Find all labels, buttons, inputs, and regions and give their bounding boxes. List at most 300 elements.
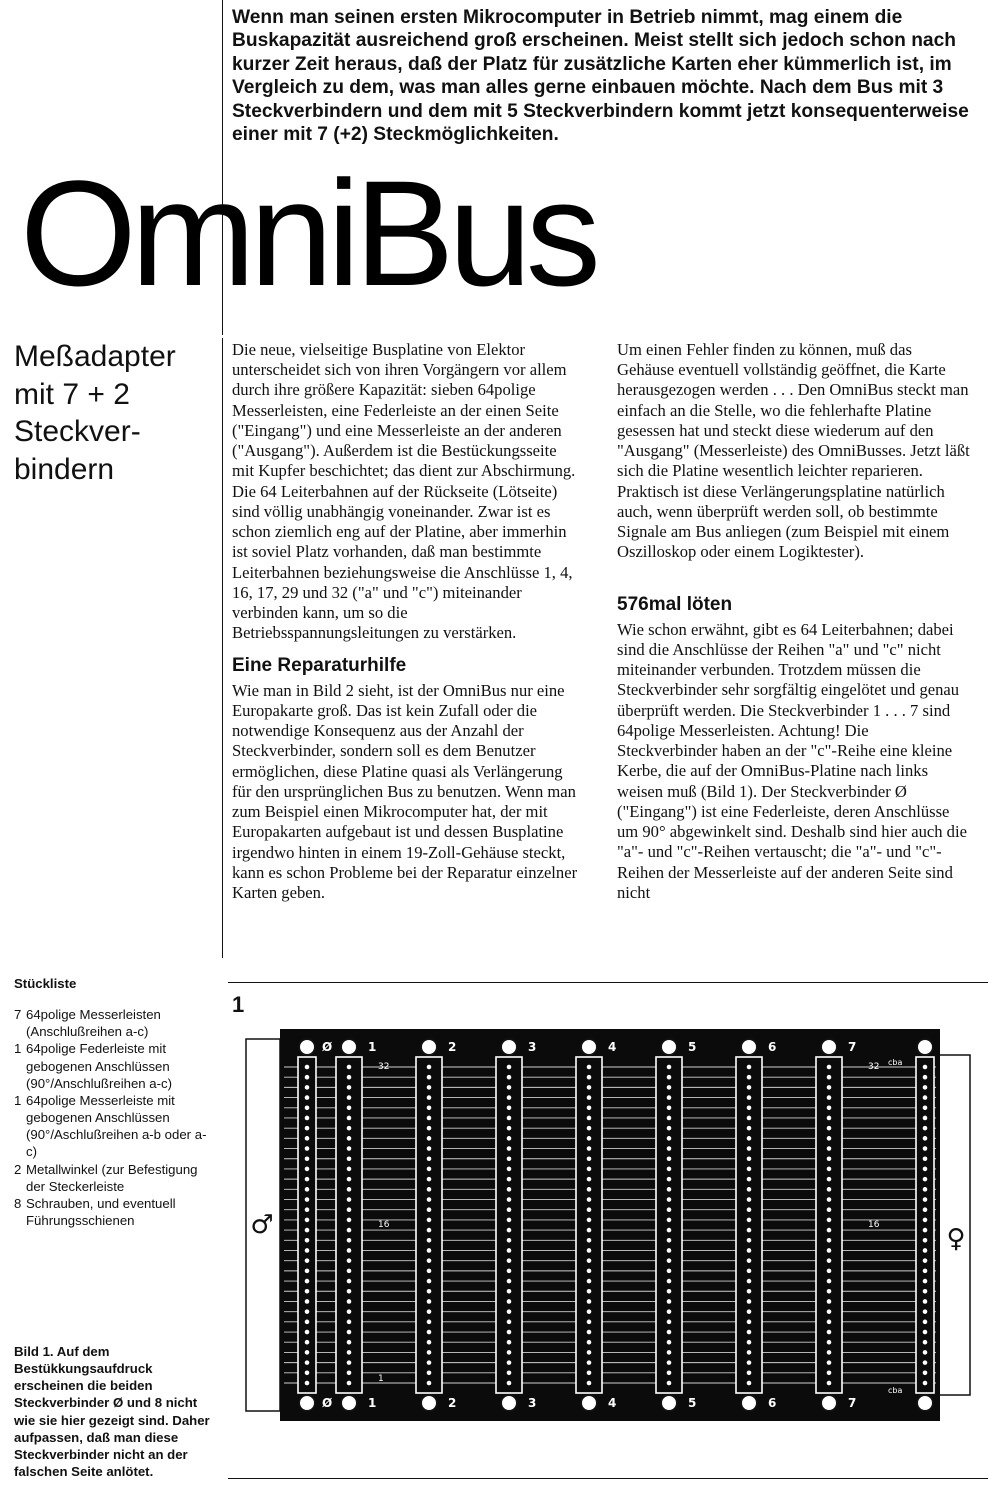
- connector-pin: [587, 1330, 592, 1335]
- connector-pin: [747, 1095, 752, 1100]
- connector-label: 3: [528, 1040, 537, 1054]
- connector-pin: [923, 1279, 928, 1284]
- connector-pin: [667, 1156, 672, 1161]
- connector-pin: [427, 1085, 432, 1090]
- connector-pin: [347, 1218, 352, 1223]
- pin-label-32: 32: [868, 1062, 880, 1072]
- male-symbol: ♂: [250, 1210, 274, 1240]
- page-title: OmniBus: [20, 149, 595, 317]
- connector-pin: [587, 1218, 592, 1223]
- connector-pin: [427, 1228, 432, 1233]
- connector-pin: [507, 1085, 512, 1090]
- section-heading: 576mal löten: [617, 593, 733, 615]
- article-column-right: [617, 340, 972, 913]
- connector-pin: [507, 1309, 512, 1314]
- connector-pin: [305, 1299, 310, 1304]
- connector-pin: [667, 1177, 672, 1182]
- connector-pin: [923, 1289, 928, 1294]
- connector-pin: [667, 1197, 672, 1202]
- connector-label: 1: [368, 1040, 377, 1054]
- connector-pin: [827, 1095, 832, 1100]
- parts-list-header: Stückliste: [14, 976, 77, 991]
- connector-pin: [667, 1095, 672, 1100]
- connector-pin: [305, 1320, 310, 1325]
- connector-pin: [587, 1105, 592, 1110]
- connector-pin: [747, 1207, 752, 1212]
- connector-pin: [305, 1248, 310, 1253]
- connector-label: 2: [448, 1396, 457, 1410]
- connector-pin: [347, 1299, 352, 1304]
- connector-pin: [347, 1258, 352, 1263]
- connector-pin: [305, 1105, 310, 1110]
- connector-pin: [827, 1126, 832, 1131]
- connector-label: 4: [608, 1396, 617, 1410]
- connector-pin: [827, 1156, 832, 1161]
- connector-pin: [427, 1187, 432, 1192]
- section-heading: Eine Reparaturhilfe: [232, 654, 407, 676]
- paragraph: Um einen Fehler finden zu können, muß das Gehäuse eventuell vollständig geöffnet, die Karte herausgezogen werden . . . Den OmniBus steckt man einfach an die Stelle, wo die fehlerhafte Platine gesessen hat und steckt diese wiederum auf den "Ausgang" (Messerleiste) des OmniBusses. Jetzt läßt sich die Platine wesentlich leichter reparieren. Praktisch ist diese Verlängerungsplatine natürlich auch, wenn überprüft werden soll, ob bestimmte Signale am Bus anliegen (zum Beispiel mit einem Oszilloskop oder einem Logiktester).: [617, 340, 970, 562]
- connector-pin: [747, 1320, 752, 1325]
- connector-pin: [427, 1289, 432, 1294]
- connector-pin: [427, 1156, 432, 1161]
- connector-pin: [305, 1218, 310, 1223]
- connector-pin: [347, 1065, 352, 1070]
- mounting-screw: [741, 1039, 757, 1055]
- connector-pin: [347, 1228, 352, 1233]
- connector-pin: [587, 1156, 592, 1161]
- parts-list-item: [14, 1092, 214, 1161]
- connector-pin: [347, 1156, 352, 1161]
- connector-pin: [427, 1381, 432, 1386]
- connector-pin: [923, 1156, 928, 1161]
- connector-pin: [587, 1187, 592, 1192]
- parts-qty: 2: [14, 1161, 22, 1177]
- connector-pin: [427, 1136, 432, 1141]
- connector-label: 7: [848, 1040, 857, 1054]
- connector-pin: [827, 1309, 832, 1314]
- connector-pin: [587, 1299, 592, 1304]
- mounting-screw: [501, 1039, 517, 1055]
- connector-pin: [747, 1309, 752, 1314]
- connector-pin: [347, 1095, 352, 1100]
- connector-pin: [305, 1156, 310, 1161]
- connector-pin: [427, 1207, 432, 1212]
- connector-pin: [427, 1330, 432, 1335]
- connector-pin: [347, 1340, 352, 1345]
- connector-pin: [747, 1299, 752, 1304]
- connector-pin: [923, 1116, 928, 1121]
- connector-pin: [507, 1289, 512, 1294]
- connector-pin: [507, 1248, 512, 1253]
- mounting-screw: [581, 1395, 597, 1411]
- connector-pin: [747, 1146, 752, 1151]
- connector-pin: [667, 1279, 672, 1284]
- connector-pin: [587, 1228, 592, 1233]
- connector-pin: [587, 1238, 592, 1243]
- connector-pin: [923, 1371, 928, 1376]
- connector-pin: [587, 1350, 592, 1355]
- connector-pin: [827, 1330, 832, 1335]
- connector-pin: [587, 1269, 592, 1274]
- connector-pin: [923, 1136, 928, 1141]
- connector-pin: [427, 1371, 432, 1376]
- connector-pin: [427, 1218, 432, 1223]
- connector-pin: [587, 1075, 592, 1080]
- connector-pin: [427, 1320, 432, 1325]
- connector-pin: [747, 1248, 752, 1253]
- connector-pin: [667, 1248, 672, 1253]
- connector-pin: [587, 1116, 592, 1121]
- connector-pin: [305, 1360, 310, 1365]
- connector-label: 3: [528, 1396, 537, 1410]
- connector-pin: [667, 1320, 672, 1325]
- parts-list-item: [14, 1195, 214, 1229]
- connector-pin: [305, 1350, 310, 1355]
- parts-text: 64polige Messerleisten (Anschlußreihen a-c): [26, 1007, 161, 1040]
- connector-pin: [667, 1289, 672, 1294]
- connector-pin: [305, 1207, 310, 1212]
- connector-pin: [667, 1360, 672, 1365]
- connector-pin: [347, 1207, 352, 1212]
- connector-pin: [667, 1146, 672, 1151]
- connector-pin: [747, 1360, 752, 1365]
- paragraph: Wie schon erwähnt, gibt es 64 Leiterbahnen; dabei sind die Anschlüsse der Reihen "a" und "c" nicht miteinander verbunden. Trotzdem müssen die Steckverbinder sehr sorgfältig eingelötet und genau überprüft werden. Die Steckverbinder 1 . . . 7 sind 64polige Messerleisten. Achtung! Die Steckverbinder haben an der "c"-Reihe eine kleine Kerbe, die auf der OmniBus-Platine nach links weisen muß (Bild 1). Der Steckverbinder Ø ("Eingang") ist eine Federleiste, deren Anschlüsse um 90° abgewinkelt sind. Deshalb sind hier auch die "a"- und "c"-Reihen vertauscht; die "a"- und "c"-Reihen der Messerleiste auf der anderen Seite sind nicht: [617, 619, 967, 902]
- pcb-layout-figure: [228, 1025, 988, 1425]
- connector-pin: [667, 1258, 672, 1263]
- connector-pin: [923, 1228, 928, 1233]
- connector-pin: [507, 1146, 512, 1151]
- pin-label-1: 1: [378, 1374, 384, 1384]
- connector-pin: [923, 1258, 928, 1263]
- connector-pin: [923, 1309, 928, 1314]
- connector-pin: [827, 1299, 832, 1304]
- connector-label: 8: [940, 1396, 949, 1410]
- mounting-screw: [501, 1395, 517, 1411]
- connector-pin: [427, 1065, 432, 1070]
- connector-pin: [305, 1116, 310, 1121]
- connector-pin: [305, 1065, 310, 1070]
- connector-pin: [923, 1299, 928, 1304]
- connector-pin: [305, 1187, 310, 1192]
- connector-pin: [747, 1167, 752, 1172]
- connector-pin: [827, 1238, 832, 1243]
- mounting-screw: [661, 1395, 677, 1411]
- parts-text: Schrauben, und eventuell Führungsschienen: [26, 1195, 176, 1229]
- connector-pin: [827, 1105, 832, 1110]
- connector-pin: [427, 1350, 432, 1355]
- connector-pin: [747, 1136, 752, 1141]
- connector-pin: [507, 1116, 512, 1121]
- connector-pin: [347, 1238, 352, 1243]
- connector-pin: [923, 1350, 928, 1355]
- connector-pin: [305, 1330, 310, 1335]
- connector-pin: [667, 1075, 672, 1080]
- intro-paragraph: Wenn man seinen ersten Mikrocomputer in Betrieb nimmt, mag einem die Buskapazität ausreichend groß erscheinen. Meist stellt sich jedoch schon nach kurzer Zeit heraus, daß der Platz für zusätzliche Karten eher kümmerlich ist, im Vergleich zu dem, was man alles gerne einbauen möchte. Nach dem Bus mit 3 Steckverbindern und dem mit 5 Steckverbindern kommt jetzt konsequenterweise einer mit 7 (+2) Steckmöglichkeiten.: [232, 7, 969, 146]
- parts-list: [14, 975, 214, 1229]
- connector-label: 4: [608, 1040, 617, 1054]
- connector-pin: [305, 1197, 310, 1202]
- subtitle: Meßadapter mit 7 + 2 Steckver-bindern: [14, 340, 176, 486]
- connector-pin: [827, 1187, 832, 1192]
- connector-pin: [827, 1218, 832, 1223]
- connector-pin: [347, 1167, 352, 1172]
- connector-pin: [347, 1279, 352, 1284]
- connector-pin: [305, 1238, 310, 1243]
- connector-pin: [923, 1269, 928, 1274]
- mounting-screw: [741, 1395, 757, 1411]
- connector-pin: [667, 1238, 672, 1243]
- connector-pin: [747, 1075, 752, 1080]
- connector-pin: [747, 1218, 752, 1223]
- parts-text: Metallwinkel (zur Befestigung der Steckerleiste: [26, 1161, 198, 1194]
- connector-pin: [827, 1136, 832, 1141]
- connector-pin: [507, 1177, 512, 1182]
- connector-pin: [507, 1299, 512, 1304]
- mounting-screw: [661, 1039, 677, 1055]
- connector-pin: [427, 1360, 432, 1365]
- figure-rule-top: [228, 982, 988, 983]
- connector-pin: [507, 1381, 512, 1386]
- pin-label-16: 16: [378, 1220, 390, 1230]
- connector-pin: [507, 1126, 512, 1131]
- row-labels: cba: [888, 1386, 903, 1395]
- female-symbol: ♀: [946, 1224, 966, 1254]
- connector-pin: [427, 1248, 432, 1253]
- connector-pin: [427, 1197, 432, 1202]
- connector-pin: [507, 1105, 512, 1110]
- connector-pin: [923, 1197, 928, 1202]
- connector-pin: [347, 1320, 352, 1325]
- connector-pin: [587, 1177, 592, 1182]
- connector-pin: [347, 1381, 352, 1386]
- connector-pin: [305, 1381, 310, 1386]
- connector-pin: [305, 1279, 310, 1284]
- connector-pin: [667, 1218, 672, 1223]
- connector-pin: [827, 1269, 832, 1274]
- connector-pin: [667, 1340, 672, 1345]
- connector-pin: [347, 1187, 352, 1192]
- connector-pin: [923, 1381, 928, 1386]
- paragraph: Wie man in Bild 2 sieht, ist der OmniBus nur eine Europakarte groß. Das ist kein Zufall oder die notwendige Konsequenz aus der Anzahl der Steckverbinder, sondern soll es dem Benutzer ermöglichen, diese Platine quasi als Verlängerung für den ursprünglichen Bus zu benutzen. Wenn man zum Beispiel einen Mikrocomputer hat, der mit Europakarten aufgebaut ist und dessen Busplatine irgendwo hinten in einem 19-Zoll-Gehäuse steckt, kann es schon Probleme bei der Reparatur einzelner Karten geben.: [232, 680, 578, 903]
- connector-pin: [747, 1126, 752, 1131]
- connector-pin: [507, 1095, 512, 1100]
- connector-pin: [827, 1258, 832, 1263]
- connector-label: 2: [448, 1040, 457, 1054]
- connector-pin: [827, 1371, 832, 1376]
- parts-qty: 7: [14, 1007, 22, 1023]
- connector-pin: [427, 1167, 432, 1172]
- connector-pin: [747, 1238, 752, 1243]
- connector-pin: [427, 1126, 432, 1131]
- connector-pin: [747, 1228, 752, 1233]
- connector-pin: [347, 1126, 352, 1131]
- connector-pin: [667, 1187, 672, 1192]
- connector-pin: [827, 1381, 832, 1386]
- connector-pin: [587, 1136, 592, 1141]
- connector-pin: [507, 1320, 512, 1325]
- connector-pin: [427, 1177, 432, 1182]
- connector-pin: [587, 1309, 592, 1314]
- connector-pin: [587, 1289, 592, 1294]
- connector-pin: [427, 1279, 432, 1284]
- connector-pin: [827, 1177, 832, 1182]
- connector-pin: [747, 1371, 752, 1376]
- connector-pin: [347, 1309, 352, 1314]
- connector-pin: [827, 1360, 832, 1365]
- connector-pin: [587, 1248, 592, 1253]
- connector-pin: [347, 1075, 352, 1080]
- connector-pin: [427, 1095, 432, 1100]
- connector-pin: [305, 1340, 310, 1345]
- connector-pin: [923, 1207, 928, 1212]
- connector-pin: [347, 1330, 352, 1335]
- connector-pin: [507, 1156, 512, 1161]
- connector-pin: [667, 1136, 672, 1141]
- connector-pin: [923, 1105, 928, 1110]
- mounting-screw: [421, 1395, 437, 1411]
- connector-pin: [587, 1258, 592, 1263]
- connector-pin: [427, 1238, 432, 1243]
- parts-qty: 1: [14, 1092, 22, 1108]
- connector-pin: [427, 1146, 432, 1151]
- connector-pin: [305, 1075, 310, 1080]
- connector-pin: [747, 1116, 752, 1121]
- connector-pin: [587, 1197, 592, 1202]
- connector-pin: [827, 1248, 832, 1253]
- connector-pin: [923, 1187, 928, 1192]
- mounting-screw: [341, 1039, 357, 1055]
- connector-pin: [347, 1289, 352, 1294]
- connector-pin: [347, 1146, 352, 1151]
- mounting-screw: [341, 1395, 357, 1411]
- connector-pin: [587, 1371, 592, 1376]
- connector-pin: [923, 1248, 928, 1253]
- connector-pin: [923, 1167, 928, 1172]
- connector-pin: [507, 1136, 512, 1141]
- connector-pin: [305, 1167, 310, 1172]
- connector-pin: [747, 1156, 752, 1161]
- connector-pin: [827, 1197, 832, 1202]
- connector-pin: [305, 1177, 310, 1182]
- connector-pin: [347, 1136, 352, 1141]
- connector-pin: [827, 1075, 832, 1080]
- connector-pin: [507, 1350, 512, 1355]
- connector-label: 1: [368, 1396, 377, 1410]
- figure-rule-bottom: [228, 1478, 988, 1479]
- connector-pin: [305, 1269, 310, 1274]
- connector-pin: [747, 1187, 752, 1192]
- connector-pin: [507, 1360, 512, 1365]
- connector-pin: [747, 1105, 752, 1110]
- connector-pin: [507, 1279, 512, 1284]
- connector-pin: [747, 1197, 752, 1202]
- connector-pin: [305, 1289, 310, 1294]
- mounting-screw: [917, 1395, 933, 1411]
- connector-pin: [427, 1340, 432, 1345]
- connector-pin: [507, 1371, 512, 1376]
- connector-label: 8: [940, 1040, 949, 1054]
- connector-pin: [305, 1136, 310, 1141]
- connector-pin: [747, 1177, 752, 1182]
- connector-pin: [923, 1065, 928, 1070]
- connector-pin: [587, 1126, 592, 1131]
- connector-pin: [507, 1228, 512, 1233]
- connector-pin: [667, 1085, 672, 1090]
- connector-label: 7: [848, 1396, 857, 1410]
- pin-label-16: 16: [868, 1220, 880, 1230]
- connector-pin: [747, 1269, 752, 1274]
- connector-pin: [587, 1381, 592, 1386]
- connector-pin: [747, 1279, 752, 1284]
- connector-pin: [587, 1279, 592, 1284]
- parts-list-item: [14, 1161, 214, 1195]
- connector-pin: [667, 1269, 672, 1274]
- connector-pin: [305, 1095, 310, 1100]
- vertical-rule-left: [222, 338, 223, 958]
- connector-label: 6: [768, 1040, 777, 1054]
- connector-pin: [923, 1085, 928, 1090]
- connector-pin: [827, 1320, 832, 1325]
- connector-pin: [507, 1238, 512, 1243]
- connector-pin: [347, 1360, 352, 1365]
- connector-pin: [587, 1146, 592, 1151]
- connector-pin: [923, 1238, 928, 1243]
- connector-pin: [347, 1085, 352, 1090]
- connector-pin: [667, 1309, 672, 1314]
- connector-pin: [667, 1330, 672, 1335]
- connector-pin: [427, 1075, 432, 1080]
- connector-pin: [667, 1228, 672, 1233]
- connector-label: 6: [768, 1396, 777, 1410]
- connector-pin: [747, 1350, 752, 1355]
- connector-pin: [587, 1340, 592, 1345]
- connector-pin: [427, 1299, 432, 1304]
- connector-pin: [827, 1065, 832, 1070]
- connector-pin: [507, 1258, 512, 1263]
- connector-pin: [347, 1197, 352, 1202]
- parts-qty: 8: [14, 1195, 22, 1211]
- connector-pin: [923, 1146, 928, 1151]
- connector-pin: [507, 1197, 512, 1202]
- connector-pin: [507, 1330, 512, 1335]
- connector-pin: [667, 1371, 672, 1376]
- connector-label: Ø: [322, 1040, 333, 1054]
- connector-pin: [923, 1075, 928, 1080]
- connector-pin: [747, 1085, 752, 1090]
- connector-pin: [507, 1065, 512, 1070]
- connector-pin: [667, 1126, 672, 1131]
- connector-pin: [667, 1167, 672, 1172]
- parts-list-item: [14, 1040, 214, 1091]
- connector-pin: [587, 1320, 592, 1325]
- connector-pin: [347, 1350, 352, 1355]
- connector-pin: [923, 1177, 928, 1182]
- connector-pin: [347, 1248, 352, 1253]
- connector-pin: [305, 1126, 310, 1131]
- connector-pin: [305, 1258, 310, 1263]
- connector-label: 5: [688, 1396, 697, 1410]
- connector-pin: [427, 1105, 432, 1110]
- connector-pin: [305, 1146, 310, 1151]
- figure-caption: Bild 1. Auf dem Bestükkungsaufdruck erscheinen die beiden Steckverbinder Ø und 8 nicht wie sie hier gezeigt sind. Daher aufpassen, daß man diese Steckverbinder nicht an der falschen Seite anlötet.: [14, 1344, 210, 1480]
- connector-label: Ø: [322, 1396, 333, 1410]
- connector-label: 5: [688, 1040, 697, 1054]
- connector-pin: [667, 1299, 672, 1304]
- connector-pin: [347, 1116, 352, 1121]
- connector-pin: [747, 1340, 752, 1345]
- parts-text: 64polige Federleiste mit gebogenen Anschlüssen (90°/Anschlußreihen a-c): [26, 1041, 173, 1091]
- connector-pin: [347, 1105, 352, 1110]
